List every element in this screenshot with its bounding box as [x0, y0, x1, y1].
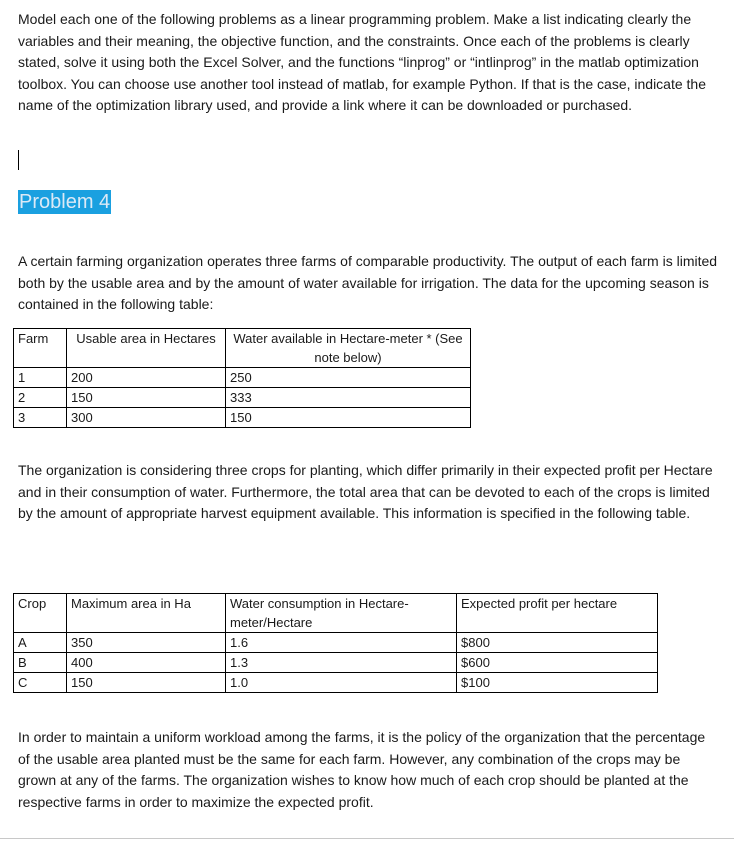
farm-table	[13, 328, 471, 428]
farm-paragraph: A certain farming organization operates three farms of comparable productivity. The output of each farm is limited both by the usable area and by the amount of water available for irrigation. The data for the upcoming season is contained in the following table:	[18, 253, 718, 313]
table-cell: C	[14, 673, 67, 693]
table-cell: B	[14, 653, 67, 673]
table-cell: 150	[67, 388, 226, 408]
table-cell: 333	[226, 388, 471, 408]
crop-paragraph: The organization is considering three crops for planting, which differ primarily in their expected profit per Hectare and in their consumption of water. Furthermore, the total area that can be devoted to each of the crops is limited by the amount of appropriate harvest equipment available. This information is specified in the following table.	[18, 462, 713, 522]
table-header-cell: Maximum area in Ha	[67, 594, 226, 633]
intro-paragraph: Model each one of the following problems as a linear programming problem. Make a list indicating clearly the variables and their meaning, the objective function, and the constraints. Once each of the problems is clearly stated, solve it using both the Excel Solver, and the functions “linprog” or “intlinprog” in the matlab optimization toolbox. You can choose use another tool instead of matlab, for example Python. If that is the case, indicate the name of the optimization library used, and provide a link where it can be downloaded or purchased.	[18, 11, 706, 114]
table-row	[14, 633, 658, 653]
table-cell: 2	[14, 388, 67, 408]
page-divider	[0, 838, 734, 839]
table-header-cell: Usable area in Hectares	[67, 329, 226, 368]
table-cell: 150	[226, 408, 471, 428]
table-row	[14, 388, 471, 408]
table-cell: 1.0	[226, 673, 457, 693]
table-row	[14, 368, 471, 388]
crop-table	[13, 593, 658, 693]
table-header-cell: Farm	[14, 329, 67, 368]
text-cursor	[18, 150, 19, 170]
table-cell: 200	[67, 368, 226, 388]
table-header-cell: Water available in Hectare-meter * (See note below)	[226, 329, 471, 368]
table-cell: 300	[67, 408, 226, 428]
table-cell: 1.6	[226, 633, 457, 653]
problem-heading: Problem 4	[19, 191, 111, 213]
table-cell: 3	[14, 408, 67, 428]
table-cell: A	[14, 633, 67, 653]
table-cell: 250	[226, 368, 471, 388]
table-row	[14, 673, 658, 693]
table-header-cell: Water consumption in Hectare-meter/Hectare	[226, 594, 457, 633]
table-row	[14, 408, 471, 428]
table-row	[14, 594, 658, 633]
table-header-cell: Crop	[14, 594, 67, 633]
table-row	[14, 653, 658, 673]
table-cell: 1	[14, 368, 67, 388]
table-cell: 400	[67, 653, 226, 673]
table-cell: $100	[457, 673, 658, 693]
policy-paragraph: In order to maintain a uniform workload among the farms, it is the policy of the organization that the percentage of the usable area planted must be the same for each farm. However, any combination of the crops may be grown at any of the farms. The organization wishes to know how much of each crop should be planted at the respective farms in order to maximize the expected profit.	[18, 729, 706, 810]
table-cell: 1.3	[226, 653, 457, 673]
table-header-cell: Expected profit per hectare	[457, 594, 658, 633]
table-cell: 150	[67, 673, 226, 693]
table-cell: 350	[67, 633, 226, 653]
table-row	[14, 329, 471, 368]
table-cell: $600	[457, 653, 658, 673]
table-cell: $800	[457, 633, 658, 653]
